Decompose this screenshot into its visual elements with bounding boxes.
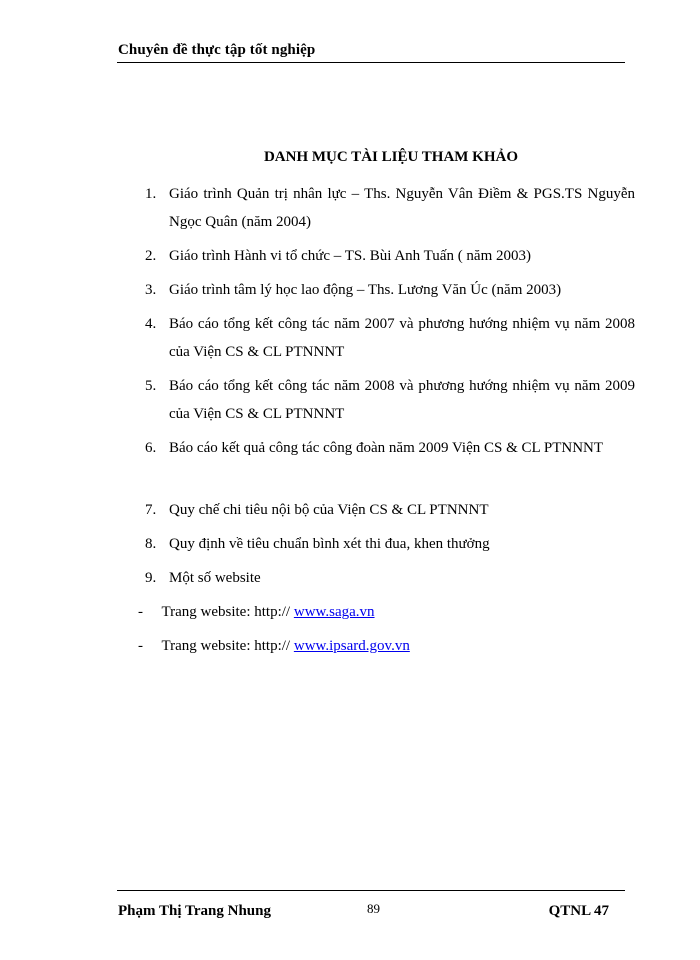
reference-number: 7. (145, 502, 157, 518)
reference-number: 8. (145, 536, 157, 552)
reference-number: 9. (145, 570, 157, 586)
header-title: Chuyên đề thực tập tốt nghiệp (118, 42, 316, 58)
reference-item-2 (145, 242, 635, 270)
website-item-1 (138, 602, 375, 622)
reference-item-8 (145, 530, 635, 558)
reference-text: Giáo trình Quản trị nhân lực – Ths. Nguyễn Vân Điềm & PGS.TS Nguyễn Ngọc Quân (năm 2004) (169, 186, 635, 230)
footer-author: Phạm Thị Trang Nhung (118, 903, 271, 919)
reference-item-6 (145, 434, 635, 462)
page-header (117, 40, 625, 63)
reference-number: 6. (145, 440, 157, 456)
reference-item-7 (145, 496, 635, 524)
website-prefix: Trang website: http:// (161, 638, 291, 654)
footer-class-code: QTNL 47 (548, 903, 609, 919)
reference-item-9 (145, 564, 635, 592)
website-link[interactable]: www.ipsard.gov.vn (293, 638, 410, 654)
page-footer (117, 890, 625, 917)
reference-item-5 (145, 372, 635, 428)
reference-text: Báo cáo tổng kết công tác năm 2008 và phương hướng nhiệm vụ năm 2009 của Viện CS & CL PTNNNT (169, 378, 635, 422)
reference-item-1 (145, 180, 635, 236)
reference-text: Quy định về tiêu chuẩn bình xét thi đua, khen thưởng (169, 536, 490, 552)
reference-number: 2. (145, 248, 157, 264)
reference-item-4 (145, 310, 635, 366)
reference-item-3 (145, 276, 635, 304)
reference-text: Báo cáo tổng kết công tác năm 2007 và phương hướng nhiệm vụ năm 2008 của Viện CS & CL PTNNNT (169, 316, 635, 360)
reference-text: Quy chế chi tiêu nội bộ của Viện CS & CL PTNNNT (169, 502, 489, 518)
reference-number: 1. (145, 186, 157, 202)
bullet-dash: - (138, 638, 143, 654)
website-link[interactable]: www.saga.vn (293, 604, 375, 620)
reference-text: Báo cáo kết quả công tác công đoàn năm 2009 Viện CS & CL PTNNNT (169, 440, 604, 456)
bullet-dash: - (138, 604, 143, 620)
reference-number: 3. (145, 282, 157, 298)
references-title: DANH MỤC TÀI LIỆU THAM KHẢO (263, 149, 519, 165)
reference-text: Giáo trình tâm lý học lao động – Ths. Lương Văn Úc (năm 2003) (169, 282, 562, 298)
reference-text: Một số website (169, 570, 261, 586)
website-item-2 (138, 636, 410, 656)
reference-text: Giáo trình Hành vi tổ chức – TS. Bùi Anh Tuấn ( năm 2003) (169, 248, 532, 264)
reference-number: 4. (145, 316, 157, 332)
page-number: 89 (367, 901, 380, 916)
website-prefix: Trang website: http:// (161, 604, 291, 620)
reference-number: 5. (145, 378, 157, 394)
